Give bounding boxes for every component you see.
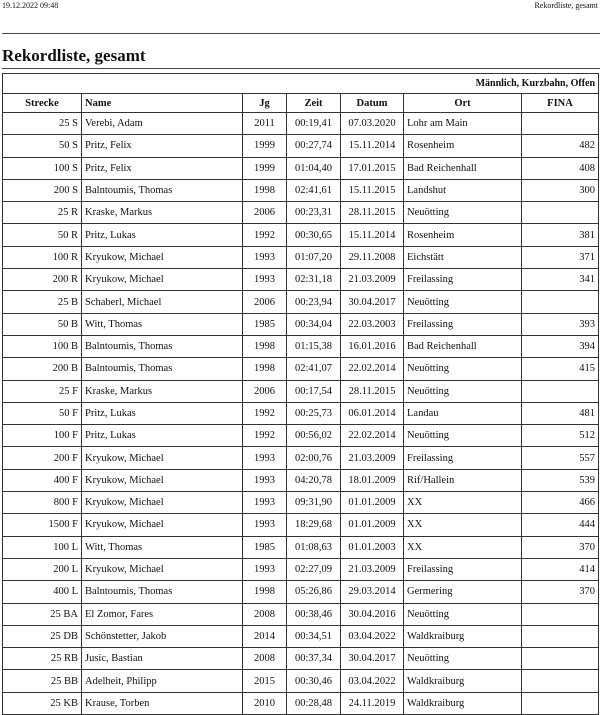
records-body	[3, 113, 599, 715]
table-row	[3, 135, 599, 157]
cell-name: Pritz, Lukas	[82, 402, 243, 424]
cell-name: Kraske, Markus	[82, 380, 243, 402]
table-row	[3, 402, 599, 424]
cell-fina: 466	[522, 492, 599, 514]
cell-strecke: 100 S	[3, 157, 82, 179]
cell-zeit: 00:34,04	[287, 313, 341, 335]
cell-datum: 15.11.2015	[341, 179, 404, 201]
cell-datum: 30.04.2017	[341, 648, 404, 670]
cell-jg: 1993	[243, 269, 287, 291]
cell-name: Kryukow, Michael	[82, 469, 243, 491]
table-row	[3, 425, 599, 447]
cell-zeit: 04:20,78	[287, 469, 341, 491]
cell-fina: 341	[522, 269, 599, 291]
cell-fina	[522, 625, 599, 647]
cell-name: Schaberl, Michael	[82, 291, 243, 313]
table-row	[3, 692, 599, 714]
cell-zeit: 00:37,34	[287, 648, 341, 670]
cell-datum: 30.04.2016	[341, 603, 404, 625]
table-row	[3, 113, 599, 135]
cell-ort: Rosenheim	[404, 135, 522, 157]
cell-jg: 1998	[243, 358, 287, 380]
table-row	[3, 179, 599, 201]
cell-strecke: 100 R	[3, 246, 82, 268]
cell-name: Pritz, Felix	[82, 135, 243, 157]
table-row	[3, 224, 599, 246]
col-header-ort: Ort	[404, 94, 522, 113]
cell-jg: 2008	[243, 603, 287, 625]
table-row	[3, 202, 599, 224]
cell-name: Balntoumis, Thomas	[82, 581, 243, 603]
cell-zeit: 00:25,73	[287, 402, 341, 424]
cell-zeit: 00:17,54	[287, 380, 341, 402]
cell-strecke: 25 F	[3, 380, 82, 402]
cell-fina	[522, 113, 599, 135]
cell-ort: Waldkraiburg	[404, 625, 522, 647]
cell-datum: 03.04.2022	[341, 670, 404, 692]
cell-datum: 22.03.2003	[341, 313, 404, 335]
cell-jg: 2006	[243, 380, 287, 402]
table-row	[3, 358, 599, 380]
page-title: Rekordliste, gesamt	[2, 46, 146, 65]
table-row	[3, 246, 599, 268]
cell-zeit: 05:26,86	[287, 581, 341, 603]
cell-jg: 2010	[243, 692, 287, 714]
cell-jg: 2011	[243, 113, 287, 135]
category-label: Männlich, Kurzbahn, Offen	[3, 74, 599, 94]
cell-ort: XX	[404, 514, 522, 536]
cell-name: Krause, Torben	[82, 692, 243, 714]
cell-strecke: 50 R	[3, 224, 82, 246]
cell-zeit: 00:19,41	[287, 113, 341, 135]
cell-fina	[522, 380, 599, 402]
table-row	[3, 469, 599, 491]
cell-datum: 03.04.2022	[341, 625, 404, 647]
table-row	[3, 335, 599, 357]
cell-name: Pritz, Lukas	[82, 425, 243, 447]
cell-datum: 17.01.2015	[341, 157, 404, 179]
cell-fina	[522, 670, 599, 692]
cell-zeit: 02:41,07	[287, 358, 341, 380]
cell-zeit: 00:23,31	[287, 202, 341, 224]
cell-fina: 481	[522, 402, 599, 424]
cell-fina	[522, 692, 599, 714]
cell-datum: 07.03.2020	[341, 113, 404, 135]
cell-ort: Germering	[404, 581, 522, 603]
cell-name: El Zomor, Fares	[82, 603, 243, 625]
cell-jg: 1998	[243, 335, 287, 357]
cell-ort: Waldkraiburg	[404, 670, 522, 692]
col-header-name: Name	[82, 94, 243, 113]
cell-name: Kryukow, Michael	[82, 269, 243, 291]
cell-strecke: 25 KB	[3, 692, 82, 714]
cell-ort: Neuötting	[404, 425, 522, 447]
header-doc-title: Rekordliste, gesamt	[534, 1, 598, 10]
cell-zeit: 00:23,94	[287, 291, 341, 313]
cell-fina: 482	[522, 135, 599, 157]
cell-zeit: 00:56,02	[287, 425, 341, 447]
table-row	[3, 558, 599, 580]
cell-datum: 06.01.2014	[341, 402, 404, 424]
table-row	[3, 514, 599, 536]
cell-fina: 393	[522, 313, 599, 335]
cell-zeit: 02:27,09	[287, 558, 341, 580]
cell-datum: 21.03.2009	[341, 558, 404, 580]
cell-fina: 408	[522, 157, 599, 179]
cell-jg: 1985	[243, 313, 287, 335]
cell-zeit: 02:41,61	[287, 179, 341, 201]
cell-ort: Landau	[404, 402, 522, 424]
cell-ort: Freilassing	[404, 447, 522, 469]
cell-ort: Rosenheim	[404, 224, 522, 246]
table-row	[3, 670, 599, 692]
cell-name: Jusic, Bastian	[82, 648, 243, 670]
cell-zeit: 02:31,18	[287, 269, 341, 291]
cell-strecke: 100 B	[3, 335, 82, 357]
cell-datum: 18.01.2009	[341, 469, 404, 491]
cell-jg: 1993	[243, 558, 287, 580]
cell-zeit: 01:07,20	[287, 246, 341, 268]
cell-ort: Freilassing	[404, 313, 522, 335]
cell-ort: Eichstätt	[404, 246, 522, 268]
cell-zeit: 01:15,38	[287, 335, 341, 357]
col-header-datum: Datum	[341, 94, 404, 113]
cell-fina: 370	[522, 581, 599, 603]
cell-zeit: 00:30,46	[287, 670, 341, 692]
col-header-strecke: Strecke	[3, 94, 82, 113]
cell-fina: 557	[522, 447, 599, 469]
cell-name: Schönstetter, Jakob	[82, 625, 243, 647]
cell-ort: Neuötting	[404, 603, 522, 625]
cell-ort: Landshut	[404, 179, 522, 201]
cell-strecke: 200 L	[3, 558, 82, 580]
cell-fina	[522, 291, 599, 313]
column-header-row	[3, 94, 599, 113]
cell-name: Witt, Thomas	[82, 536, 243, 558]
cell-strecke: 400 F	[3, 469, 82, 491]
cell-jg: 1998	[243, 179, 287, 201]
cell-strecke: 50 S	[3, 135, 82, 157]
cell-zeit: 00:38,46	[287, 603, 341, 625]
cell-zeit: 00:27,74	[287, 135, 341, 157]
cell-jg: 1992	[243, 402, 287, 424]
table-row	[3, 380, 599, 402]
col-header-jg: Jg	[243, 94, 287, 113]
records-table	[2, 73, 599, 715]
cell-fina: 444	[522, 514, 599, 536]
cell-strecke: 200 B	[3, 358, 82, 380]
cell-strecke: 25 BA	[3, 603, 82, 625]
table-row	[3, 269, 599, 291]
cell-datum: 22.02.2014	[341, 358, 404, 380]
cell-datum: 01.01.2003	[341, 536, 404, 558]
cell-ort: XX	[404, 536, 522, 558]
cell-strecke: 200 S	[3, 179, 82, 201]
cell-name: Kryukow, Michael	[82, 492, 243, 514]
cell-ort: Neuötting	[404, 358, 522, 380]
cell-fina: 394	[522, 335, 599, 357]
cell-ort: Neuötting	[404, 202, 522, 224]
cell-name: Pritz, Lukas	[82, 224, 243, 246]
cell-strecke: 25 B	[3, 291, 82, 313]
cell-fina: 381	[522, 224, 599, 246]
table-row	[3, 447, 599, 469]
table-row	[3, 648, 599, 670]
cell-zeit: 00:30,65	[287, 224, 341, 246]
header-divider	[2, 33, 600, 34]
cell-ort: Waldkraiburg	[404, 692, 522, 714]
cell-zeit: 18:29,68	[287, 514, 341, 536]
cell-ort: Lohr am Main	[404, 113, 522, 135]
cell-strecke: 25 R	[3, 202, 82, 224]
cell-ort: Rif/Hallein	[404, 469, 522, 491]
cell-zeit: 02:00,76	[287, 447, 341, 469]
cell-fina: 300	[522, 179, 599, 201]
cell-strecke: 50 F	[3, 402, 82, 424]
cell-name: Balntoumis, Thomas	[82, 179, 243, 201]
cell-datum: 16.01.2016	[341, 335, 404, 357]
table-row	[3, 625, 599, 647]
cell-name: Adelheit, Philipp	[82, 670, 243, 692]
cell-name: Kryukow, Michael	[82, 514, 243, 536]
cell-ort: Freilassing	[404, 558, 522, 580]
cell-strecke: 1500 F	[3, 514, 82, 536]
cell-fina	[522, 202, 599, 224]
cell-name: Balntoumis, Thomas	[82, 358, 243, 380]
cell-jg: 1985	[243, 536, 287, 558]
cell-jg: 1992	[243, 425, 287, 447]
cell-jg: 1993	[243, 469, 287, 491]
table-row	[3, 603, 599, 625]
table-row	[3, 157, 599, 179]
table-row	[3, 291, 599, 313]
col-header-zeit: Zeit	[287, 94, 341, 113]
cell-fina	[522, 603, 599, 625]
cell-ort: Neuötting	[404, 291, 522, 313]
cell-strecke: 200 F	[3, 447, 82, 469]
table-row	[3, 313, 599, 335]
cell-zeit: 00:28,48	[287, 692, 341, 714]
cell-strecke: 200 R	[3, 269, 82, 291]
cell-zeit: 09:31,90	[287, 492, 341, 514]
cell-jg: 2008	[243, 648, 287, 670]
cell-strecke: 25 BB	[3, 670, 82, 692]
cell-jg: 2006	[243, 291, 287, 313]
cell-datum: 15.11.2014	[341, 135, 404, 157]
cell-datum: 28.11.2015	[341, 202, 404, 224]
cell-fina: 370	[522, 536, 599, 558]
cell-fina: 512	[522, 425, 599, 447]
table-row	[3, 581, 599, 603]
cell-fina: 415	[522, 358, 599, 380]
cell-strecke: 25 DB	[3, 625, 82, 647]
cell-datum: 15.11.2014	[341, 224, 404, 246]
cell-datum: 21.03.2009	[341, 269, 404, 291]
cell-strecke: 50 B	[3, 313, 82, 335]
cell-strecke: 400 L	[3, 581, 82, 603]
cell-name: Kraske, Markus	[82, 202, 243, 224]
cell-jg: 1993	[243, 492, 287, 514]
cell-jg: 1993	[243, 246, 287, 268]
cell-jg: 1993	[243, 447, 287, 469]
cell-jg: 2014	[243, 625, 287, 647]
cell-ort: Bad Reichenhall	[404, 157, 522, 179]
cell-jg: 1999	[243, 157, 287, 179]
cell-ort: XX	[404, 492, 522, 514]
cell-strecke: 100 F	[3, 425, 82, 447]
cell-datum: 29.11.2008	[341, 246, 404, 268]
cell-name: Verebi, Adam	[82, 113, 243, 135]
cell-name: Kryukow, Michael	[82, 558, 243, 580]
cell-zeit: 00:34,51	[287, 625, 341, 647]
cell-name: Balntoumis, Thomas	[82, 335, 243, 357]
cell-datum: 29.03.2014	[341, 581, 404, 603]
cell-fina: 539	[522, 469, 599, 491]
cell-ort: Neuötting	[404, 648, 522, 670]
cell-ort: Bad Reichenhall	[404, 335, 522, 357]
col-header-fina: FINA	[522, 94, 599, 113]
cell-jg: 1999	[243, 135, 287, 157]
cell-strecke: 100 L	[3, 536, 82, 558]
print-timestamp: 19.12.2022 09:48	[2, 1, 59, 10]
cell-name: Witt, Thomas	[82, 313, 243, 335]
cell-name: Pritz, Felix	[82, 157, 243, 179]
table-row	[3, 536, 599, 558]
cell-datum: 24.11.2019	[341, 692, 404, 714]
cell-strecke: 800 F	[3, 492, 82, 514]
cell-datum: 01.01.2009	[341, 514, 404, 536]
cell-jg: 2015	[243, 670, 287, 692]
cell-jg: 1998	[243, 581, 287, 603]
cell-fina	[522, 648, 599, 670]
cell-datum: 30.04.2017	[341, 291, 404, 313]
cell-datum: 22.02.2014	[341, 425, 404, 447]
cell-strecke: 25 S	[3, 113, 82, 135]
cell-fina: 371	[522, 246, 599, 268]
cell-zeit: 01:08,63	[287, 536, 341, 558]
cell-jg: 1992	[243, 224, 287, 246]
cell-datum: 21.03.2009	[341, 447, 404, 469]
cell-strecke: 25 RB	[3, 648, 82, 670]
cell-ort: Neuötting	[404, 380, 522, 402]
cell-jg: 1993	[243, 514, 287, 536]
cell-ort: Freilassing	[404, 269, 522, 291]
cell-zeit: 01:04,40	[287, 157, 341, 179]
cell-name: Kryukow, Michael	[82, 246, 243, 268]
cell-jg: 2006	[243, 202, 287, 224]
cell-datum: 01.01.2009	[341, 492, 404, 514]
cell-fina: 414	[522, 558, 599, 580]
cell-name: Kryukow, Michael	[82, 447, 243, 469]
cell-datum: 28.11.2015	[341, 380, 404, 402]
category-row	[3, 74, 599, 94]
table-row	[3, 492, 599, 514]
title-divider	[2, 68, 600, 69]
